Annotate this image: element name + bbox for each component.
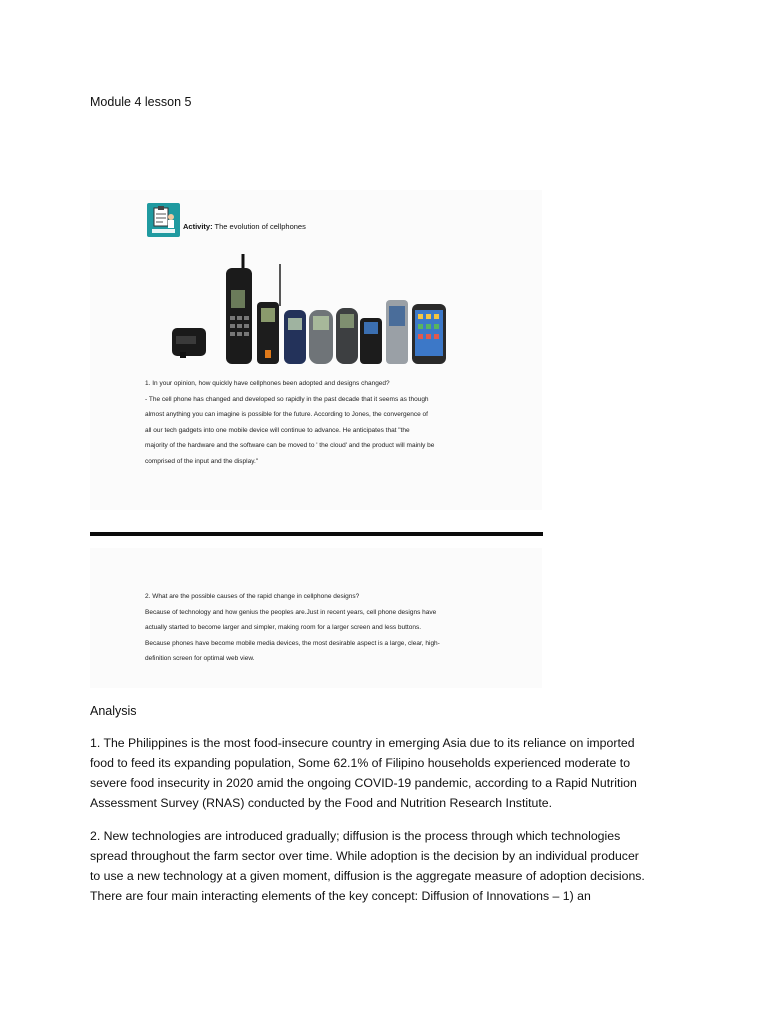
answer-1-line: majority of the hardware and the software can be moved to ' the cloud' and the product will mainly be: [145, 442, 435, 450]
answer-2-line: definition screen for optimal web view.: [145, 655, 255, 663]
document-title: Module 4 lesson 5: [90, 95, 192, 109]
answer-1-line: almost anything you can imagine is possible for the future. According to Jones, the convergence of: [145, 411, 428, 419]
paragraph-line: There are four main interacting elements of the key concept: Diffusion of Innovations – 1) an: [90, 889, 591, 903]
paragraph-line: to use a new technology at a given moment, diffusion is the aggregate measure of adoption decisions.: [90, 869, 645, 883]
clipboard-activity-icon: [147, 203, 180, 237]
section-divider: [90, 532, 543, 536]
question-1-block: [145, 376, 505, 470]
answer-2-line: Because of technology and how genius the peoples are.Just in recent years, cell phone designs have: [145, 608, 437, 616]
answer-1-line: - The cell phone has changed and developed so rapidly in the past decade that it seems as though: [145, 395, 429, 403]
question-1: 1. In your opinion, how quickly have cellphones been adopted and designs changed?: [145, 380, 390, 387]
analysis-heading: Analysis: [90, 704, 137, 718]
paragraph-line: food to feed its expanding population, Some 62.1% of Filipino households experienced moderate to: [90, 756, 631, 770]
paragraph-line: Assessment Survey (RNAS) conducted by the Food and Nutrition Research Institute.: [90, 796, 553, 810]
activity-name: The evolution of cellphones: [214, 222, 306, 231]
paragraph-line: severe food insecurity in 2020 amid the ongoing COVID-19 pandemic, according to a Rapid Nutrition: [90, 776, 637, 790]
paragraph-line: 2. New technologies are introduced gradually; diffusion is the process through which technologies: [90, 829, 621, 843]
paragraph-line: 1. The Philippines is the most food-insecure country in emerging Asia due to its reliance on imported: [90, 736, 635, 750]
answer-1-line: comprised of the input and the display.": [145, 457, 259, 465]
activity-title: [183, 222, 306, 231]
analysis-paragraph-1: [90, 733, 672, 813]
question-2-block: [145, 589, 505, 667]
analysis-paragraph-2: [90, 826, 672, 906]
activity-label: Activity:: [183, 222, 213, 231]
question-2: 2. What are the possible causes of the rapid change in cellphone designs?: [145, 593, 360, 600]
cellphone-evolution-image: [170, 250, 460, 368]
answer-2-line: Because phones have become mobile media devices, the most desirable aspect is a large, clear, high-: [145, 639, 440, 647]
answer-2-line: actually started to become larger and simpler, making room for a larger screen and less buttons.: [145, 624, 422, 632]
answer-1-line: all our tech gadgets into one mobile device will continue to advance. He anticipates that "the: [145, 426, 410, 434]
paragraph-line: spread throughout the farm sector over time. While adoption is the decision by an individual producer: [90, 849, 639, 863]
